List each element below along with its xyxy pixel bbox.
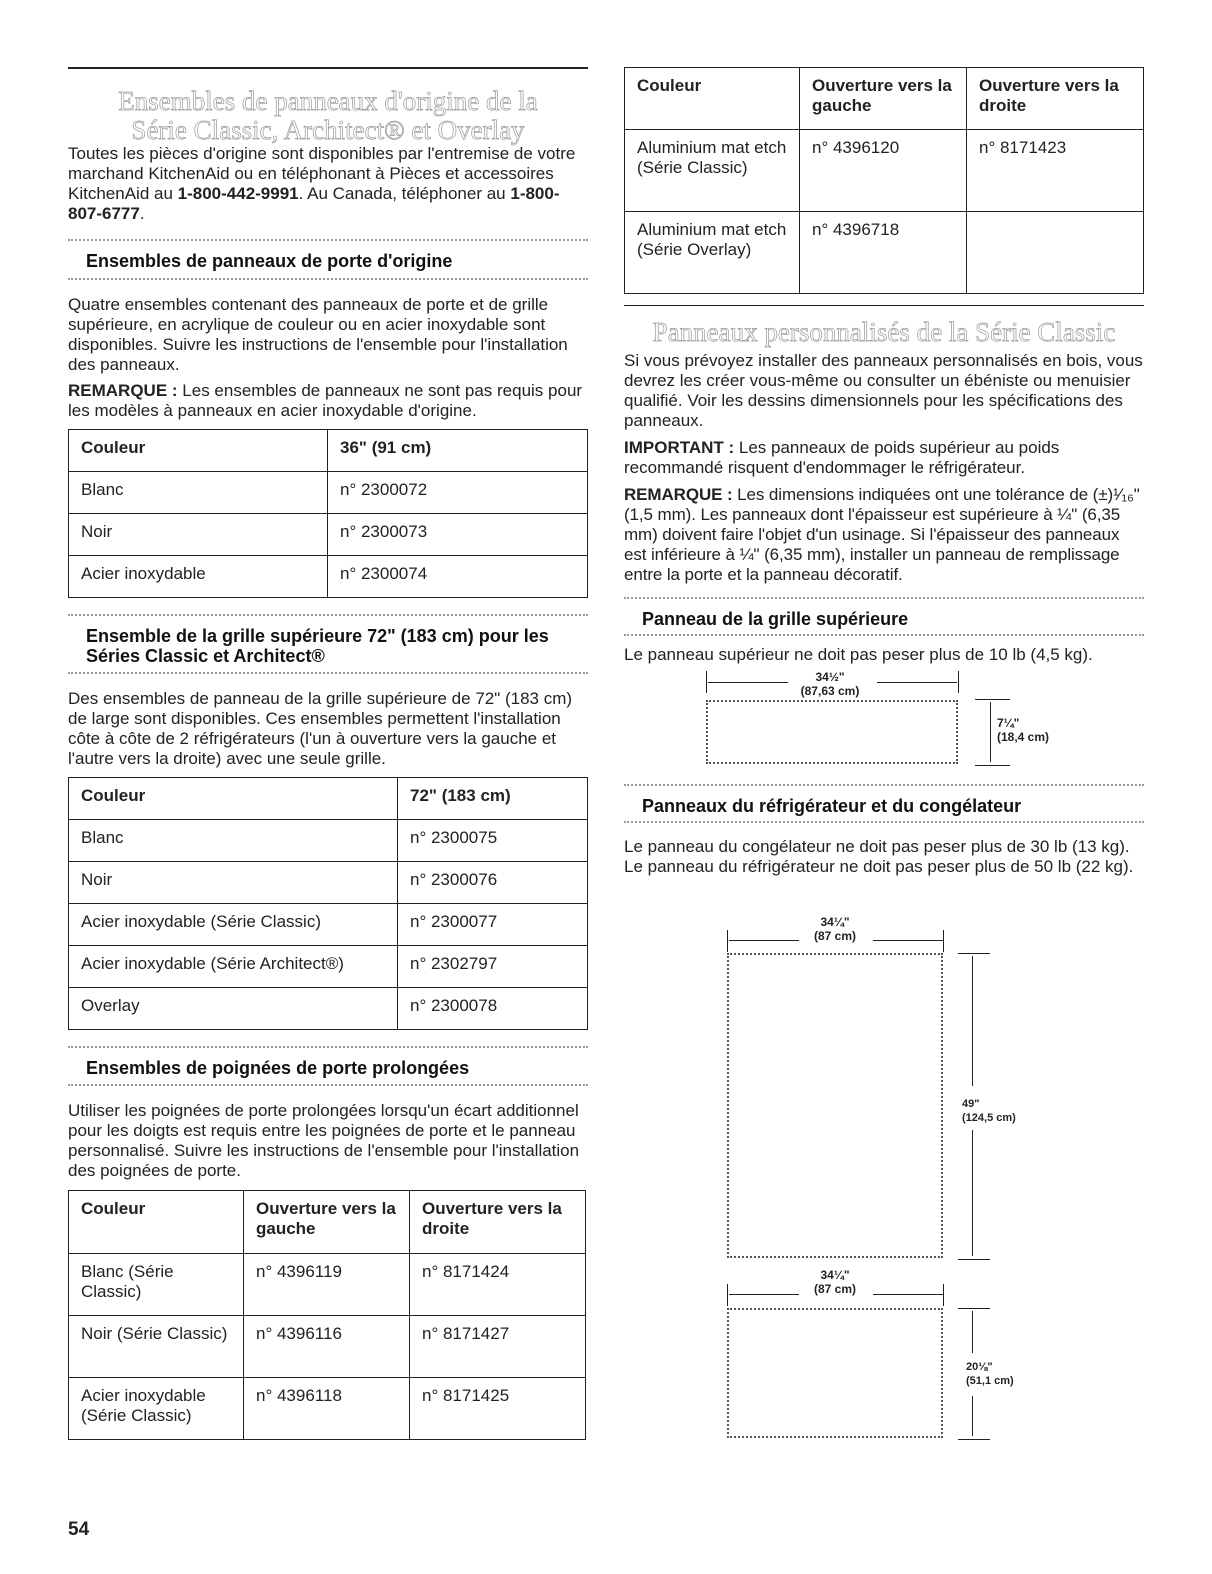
text: (124,5 cm) (962, 1112, 1016, 1124)
dimension-line (958, 1439, 990, 1440)
dotted-divider (68, 1046, 588, 1048)
table-row (69, 1378, 586, 1440)
text: Les ensembles de panneaux ne sont pas requis pour les modèles à panneaux en acier inoxydable d'origine. (68, 381, 583, 420)
dotted-divider (68, 672, 588, 674)
dotted-divider (68, 614, 588, 616)
text: Les panneaux de poids supérieur au poids recommandé risquent d'endommager le réfrigérateur. (624, 438, 1060, 477)
element (69, 430, 588, 472)
dimension-line (958, 671, 959, 693)
dotted-divider (624, 597, 1144, 599)
table-cell: n° 8171425 (410, 1378, 586, 1440)
dotted-divider (68, 239, 588, 241)
element (69, 430, 588, 598)
dimension-line (943, 930, 944, 952)
paragraph: Des ensembles de panneau de la grille supérieure de 72" (183 cm) de large sont disponibles. Ces ensembles permettent l'installation côte à côte de 2 réfrigérateurs (l'un à ouverture vers la gauche et l'autre vers la droite) avec une seule grille. (68, 689, 573, 768)
dimension-line (958, 1259, 990, 1260)
table-cell: Aluminium mat etch (Série Classic) (625, 130, 800, 212)
table-cell: n° 2300075 (398, 820, 588, 862)
table-cell: n° 2300073 (328, 514, 588, 556)
element (997, 716, 1049, 744)
table-row (69, 862, 588, 904)
text: 7¼" (997, 716, 1020, 730)
paragraph: Quatre ensembles contenant des panneaux de porte et de grille supérieure, en acrylique de couleur ou en acier inoxydable sont disponibles. Suivre les instructions de l'ensemble pour l'installation des panneaux. (68, 295, 568, 374)
table-cell: n° 2300072 (328, 472, 588, 514)
dimension-line (708, 682, 788, 683)
table-row (625, 130, 1144, 212)
table-cell: Acier inoxydable (Série Architect®) (69, 946, 398, 988)
dotted-divider (624, 784, 1144, 786)
table-cell: n° 4396120 (800, 130, 967, 212)
table-row (69, 820, 588, 862)
dimension-line (972, 1130, 973, 1256)
table-cell: n° 4396119 (244, 1254, 410, 1316)
table-cell: n° 8171427 (410, 1316, 586, 1378)
element (69, 1191, 586, 1254)
table-row (69, 1254, 586, 1316)
text: (87 cm) (813, 929, 857, 943)
trim-table (624, 67, 1144, 294)
element (966, 1360, 1014, 1388)
text: 34¼" (820, 1268, 850, 1282)
table-cell: Overlay (69, 988, 398, 1030)
element (780, 670, 880, 698)
element (785, 1268, 885, 1296)
table-row (625, 212, 1144, 294)
dimension-line (727, 1284, 728, 1306)
dotted-divider (68, 1084, 588, 1086)
element (625, 68, 1144, 130)
text: (18,4 cm) (997, 730, 1050, 744)
dimension-line (958, 1308, 990, 1309)
page-number: 54 (68, 1519, 90, 1540)
dotted-divider (624, 821, 1144, 823)
subheading: Panneaux du réfrigérateur et du congélateur (642, 796, 1022, 816)
text: . (139, 204, 145, 223)
text: 34½" (815, 670, 845, 684)
text: REMARQUE : (68, 381, 178, 400)
table-cell: n° 2302797 (398, 946, 588, 988)
paragraph: Si vous prévoyez installer des panneaux personnalisés en bois, vous devrez les créer vous-même ou consulter un ébéniste ou menuisier qualifié. Voir les dessins dimensionnels pour les spécifications des panneaux. (624, 351, 1143, 430)
table-cell: n° 4396118 (244, 1378, 410, 1440)
table-header: 36" (91 cm) (328, 430, 588, 472)
table-header: Ouverture vers la gauche (800, 68, 967, 130)
table-header: Ouverture vers la gauche (244, 1191, 410, 1254)
element (69, 778, 588, 1030)
element (625, 68, 1144, 294)
text: REMARQUE : (624, 485, 733, 504)
table-cell: Blanc (Série Classic) (69, 1254, 244, 1316)
phone-number: 1-800-807-6777 (68, 184, 560, 223)
element (962, 1097, 1016, 1125)
table-row (69, 1316, 586, 1378)
table-cell: Acier inoxydable (69, 556, 328, 598)
dotted-divider (624, 634, 1144, 636)
text: (51,1 cm) (966, 1375, 1014, 1387)
table-cell: n° 4396116 (244, 1316, 410, 1378)
subheading: Panneau de la grille supérieure (642, 609, 909, 629)
subheading: Ensemble de la grille supérieure 72" (183 cm) pour les Séries Classic et Architect® (86, 626, 549, 666)
text: . Au Canada, téléphoner au (298, 184, 511, 203)
dimension-line (972, 1311, 973, 1353)
table-cell: Noir (69, 862, 398, 904)
text: 20⅛" (966, 1361, 993, 1373)
paragraph: Le panneau du congélateur ne doit pas peser plus de 30 lb (13 kg). Le panneau du réfrigérateur ne doit pas peser plus de 50 lb (22 kg). (624, 837, 1134, 876)
table-row (69, 946, 588, 988)
text: 34¼" (820, 915, 850, 929)
note (68, 381, 588, 421)
title-line: Série Classic, Architect® et Overlay (131, 115, 525, 145)
title-line: Ensembles de panneaux d'origine de la (118, 86, 538, 116)
subheading: Ensembles de poignées de porte prolongées (86, 1058, 470, 1078)
freezer-panel-outline (727, 1308, 943, 1438)
dotted-divider (68, 278, 588, 280)
dimension-line (972, 1396, 973, 1436)
text: (87 cm) (813, 1282, 857, 1296)
dimension-line (990, 702, 991, 762)
table-cell: Acier inoxydable (Série Classic) (69, 1378, 244, 1440)
dimension-line (972, 956, 973, 1086)
element (69, 1191, 586, 1440)
element (785, 915, 885, 943)
grille-panel-outline (706, 700, 958, 764)
table-cell: n° 4396718 (800, 212, 967, 294)
text: Les dimensions indiquées ont une tolérance de (±)¹⁄₁₆" (1,5 mm). Les panneaux dont l'épaisseur est supérieure à ¼" (6,35 mm) doivent faire l'objet d'un usinage. Si l'épaisseur des panneaux est inférieure à ¼" (6,35 mm), installer un panneau de remplissage entre la porte et la panneau décoratif. (624, 485, 1140, 584)
table-cell: Noir (Série Classic) (69, 1316, 244, 1378)
dimension-line (958, 953, 990, 954)
section-title: Panneaux personnalisés de la Série Classic (652, 317, 1116, 347)
table-cell: n° 2300074 (328, 556, 588, 598)
table-cell: Blanc (69, 820, 398, 862)
door-panel-table (68, 429, 588, 598)
top-rule (68, 67, 588, 69)
table-cell: Aluminium mat etch (Série Overlay) (625, 212, 800, 294)
table-row (69, 904, 588, 946)
paragraph: Le panneau supérieur ne doit pas peser plus de 10 lb (4,5 kg). (624, 645, 1093, 664)
text: 49" (962, 1098, 980, 1110)
table-header: 72" (183 cm) (398, 778, 588, 820)
grille-table (68, 777, 588, 1030)
table-row (69, 556, 588, 598)
important-note (624, 438, 1144, 478)
text: Toutes les pièces d'origine sont disponibles par l'entremise de votre marchand KitchenAid ou en téléphonant à Pièces et accessoires KitchenAid au (68, 144, 576, 203)
dimension-line (975, 699, 1010, 700)
table-cell: n° 2300077 (398, 904, 588, 946)
subheading: Ensembles de panneaux de porte d'origine (86, 251, 453, 271)
table-cell: n° 8171423 (967, 130, 1144, 212)
table-header: Ouverture vers la droite (967, 68, 1144, 130)
table-row (69, 988, 588, 1030)
note (624, 485, 1144, 585)
table-header: Ouverture vers la droite (410, 1191, 586, 1254)
intro-paragraph (68, 144, 588, 224)
table-header: Couleur (69, 1191, 244, 1254)
table-cell: Noir (69, 514, 328, 556)
dimension-line (943, 1284, 944, 1306)
left-column (68, 67, 588, 1440)
text: IMPORTANT : (624, 438, 735, 457)
table-header: Couleur (69, 430, 328, 472)
dimension-line (877, 682, 957, 683)
handle-table (68, 1190, 586, 1440)
table-header: Couleur (69, 778, 398, 820)
table-cell: Blanc (69, 472, 328, 514)
table-cell: n° 2300078 (398, 988, 588, 1030)
element (69, 778, 588, 820)
paragraph: Utiliser les poignées de porte prolongées lorsqu'un écart additionnel pour les doigts est requis entre les poignées de porte et le panneau personnalisé. Suivre les instructions de l'ensemble pour l'installation des poignées de porte. (68, 1101, 580, 1180)
fridge-panel-outline (727, 953, 943, 1258)
table-cell: n° 8171424 (410, 1254, 586, 1316)
divider (624, 305, 1144, 306)
table-cell: Acier inoxydable (Série Classic) (69, 904, 398, 946)
dimension-line (975, 765, 1010, 766)
table-cell: n° 2300076 (398, 862, 588, 904)
dimension-line (706, 671, 707, 693)
table-header: Couleur (625, 68, 800, 130)
table-row (69, 472, 588, 514)
phone-number: 1-800-442-9991 (177, 184, 299, 203)
section-title (68, 87, 588, 145)
table-cell (967, 212, 1144, 294)
right-column-table (624, 67, 1144, 294)
text: (87,63 cm) (800, 684, 860, 698)
dimension-line (727, 930, 728, 952)
table-row (69, 514, 588, 556)
